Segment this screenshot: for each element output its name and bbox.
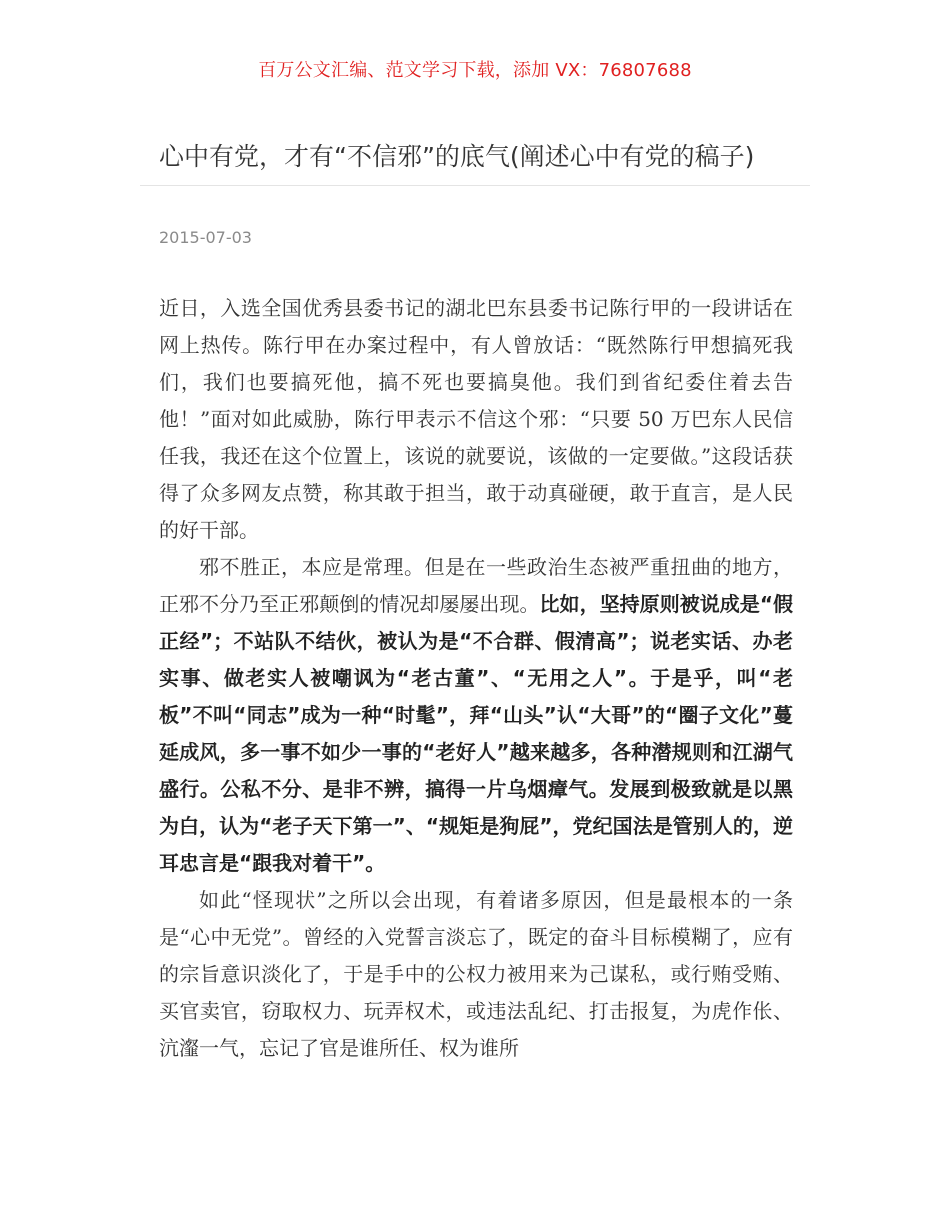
page-title: 心中有党，才有“不信邪”的底气(阐述心中有党的稿子): [159, 142, 755, 171]
promo-banner: 百万公文汇编、范文学习下载，添加 VX：76807688: [258, 60, 692, 81]
paragraph-1: 近日，入选全国优秀县委书记的湖北巴东县委书记陈行甲的一段讲话在网上热传。陈行甲在办案过程中，有人曾放话：“既然陈行甲想搞死我们，我们也要搞死他，搞不死也要搞臭他。我们到省纪委住着去告他！”面对如此威胁，陈行甲表示不信这个邪：“只要 50 万巴东人民信任我，我还在这个位置上，该说的就要说，该做的一定要做。”这段话获得了众多网友点赞，称其敢于担当，敢于动真碰硬，敢于直言，是人民的好干部。: [159, 296, 793, 542]
paragraph-2-normal-text: 邪不胜正，本应是常理。但是在一些政治生态被严重扭曲的地方，正邪不分乃至正邪颠倒的情况却屡屡出现。: [159, 555, 793, 616]
paragraph-2-bold-text: 比如，坚持原则被说成是“假正经”；不站队不结伙，被认为是“不合群、假清高”；说老实话、办老实事、做老实人被嘲讽为“老古董”、“无用之人”。于是乎，叫“老板”不叫“同志”成为一种“时髦”，拜“山头”认“大哥”的“圈子文化”蔓延成风，多一事不如少一事的“老好人”越来越多，各种潜规则和江湖气盛行。公私不分、是非不辨，搞得一片乌烟瘴气。发展到极致就是以黑为白，认为“老子天下第一”、“规矩是狗屁”，党纪国法是管别人的，逆耳忠言是“跟我对着干”。: [159, 592, 794, 875]
article-body: [159, 290, 793, 1067]
title-divider: [140, 185, 810, 186]
paragraph-3: 如此“怪现状”之所以会出现，有着诸多原因，但是最根本的一条是“心中无党”。曾经的入党誓言淡忘了，既定的奋斗目标模糊了，应有的宗旨意识淡化了，于是手中的公权力被用来为己谋私，或行贿受贿、买官卖官，窃取权力、玩弄权术，或违法乱纪、打击报复，为虎作伥、沆瀣一气，忘记了官是谁所任、权为谁所: [159, 888, 793, 1060]
publish-date: 2015-07-03: [159, 228, 252, 247]
paragraph-2: [159, 549, 793, 882]
